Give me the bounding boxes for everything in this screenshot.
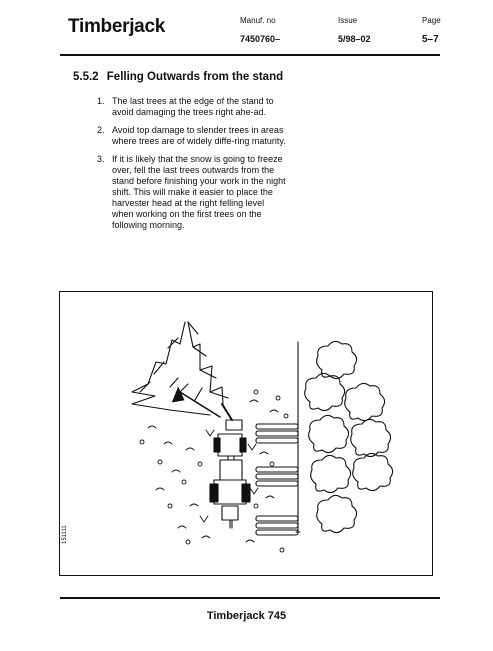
footer-model: Timberjack 745 — [206, 610, 287, 622]
issue-value: 5/98–02 — [338, 34, 371, 44]
step-text: Avoid top damage to slender trees in areas where trees are of widely diffe-ring maturity. — [112, 125, 286, 146]
page-value: 5–7 — [422, 34, 439, 45]
list-item — [97, 125, 287, 147]
section-number: 5.5.2 — [73, 71, 99, 83]
page-label: Page — [422, 16, 441, 25]
log-stack-icon — [256, 424, 298, 535]
manuf-number-label: Manuf. no — [240, 16, 276, 25]
felling-illustration — [59, 291, 433, 576]
section-title: Felling Outwards from the stand — [106, 71, 284, 83]
list-item — [97, 154, 287, 231]
step-number: 2. — [97, 125, 105, 135]
step-list — [97, 96, 287, 238]
manuf-number-value: 7450760– — [240, 34, 281, 44]
footer-divider — [60, 597, 440, 599]
manuf-number-block — [240, 16, 280, 44]
page-block — [422, 16, 441, 45]
step-text: If it is likely that the snow is going to freeze over, fell the last trees outwards from the stand before finishing your work in the night shift. This will make it easier to place the harvester head at the right felling level when working on the first trees on the following morning. — [112, 154, 286, 230]
issue-label: Issue — [338, 16, 358, 25]
step-number: 1. — [97, 96, 105, 106]
harvester-icon — [210, 404, 250, 528]
step-text: The last trees at the edge of the stand to avoid damaging the trees right ahe-ad. — [112, 96, 274, 117]
list-item — [97, 96, 287, 118]
section-heading — [73, 71, 283, 83]
header-divider — [60, 54, 440, 56]
stand-edge-line — [296, 342, 300, 532]
issue-block — [338, 16, 371, 44]
figure-code: 151111 — [62, 525, 68, 544]
step-number: 3. — [97, 154, 105, 164]
falling-tree-icon — [132, 322, 228, 417]
illustration-canvas — [60, 292, 433, 576]
standing-tree-crown-icon — [305, 341, 393, 532]
brand-logo: Timberjack — [68, 16, 165, 37]
